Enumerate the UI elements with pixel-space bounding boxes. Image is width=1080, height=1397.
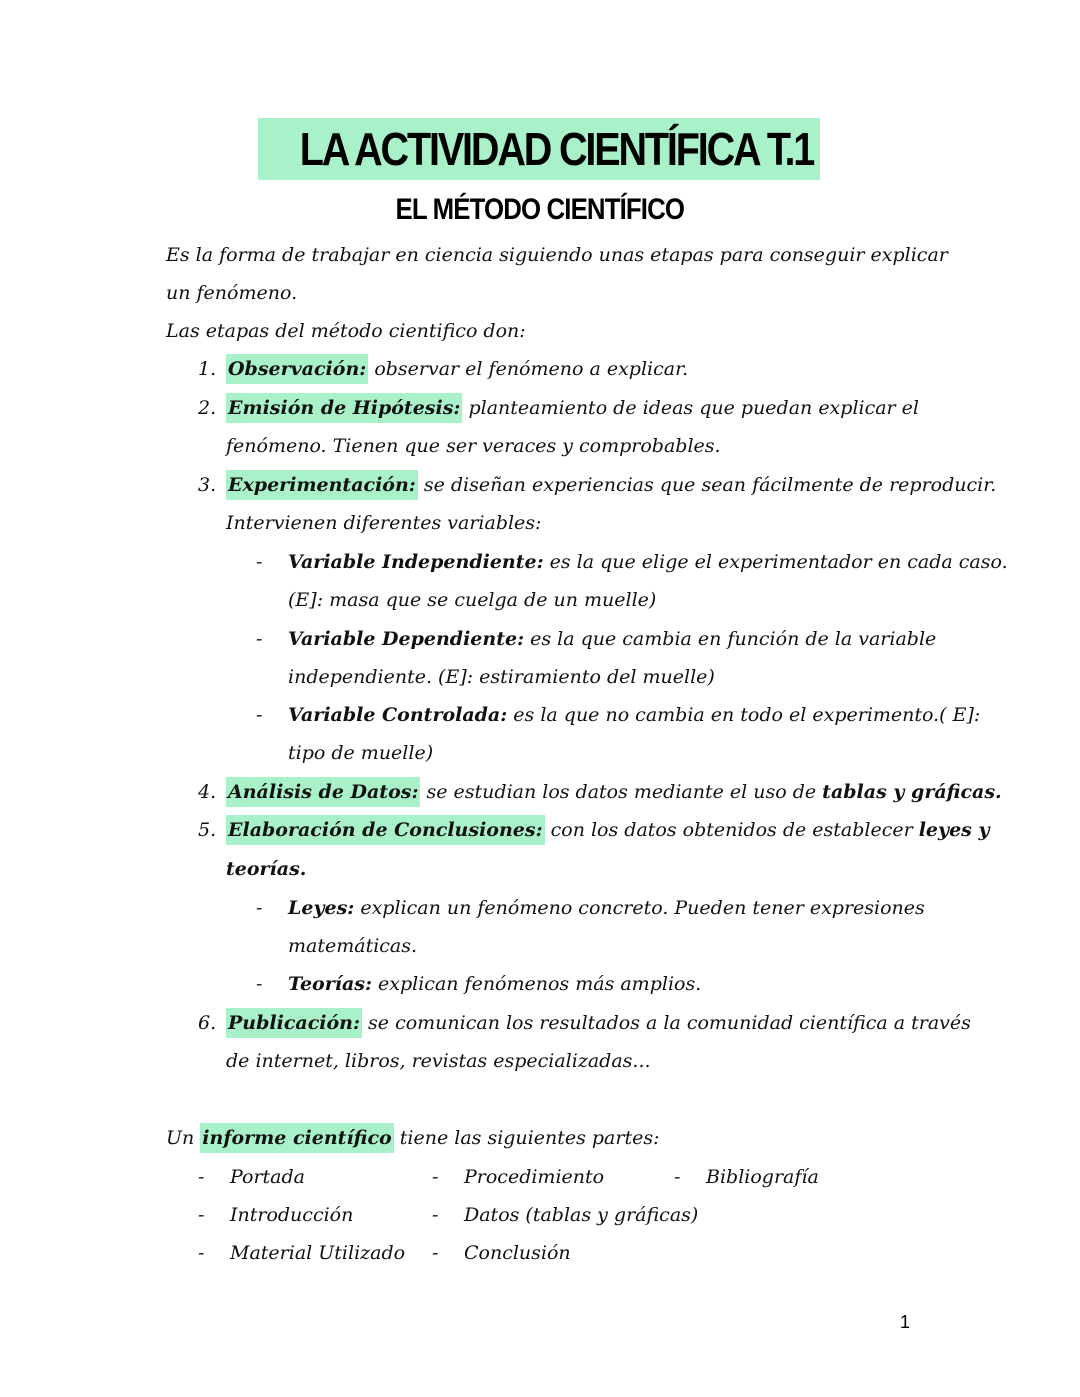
step-6-continuation: de internet, libros, revistas especializadas... [226, 1050, 651, 1072]
step-text: con los datos obtenidos de establecer [544, 819, 919, 841]
subitem-term: Variable Independiente: [288, 551, 544, 573]
subitem-term: Leyes: [288, 897, 355, 919]
page-number: 1 [900, 1312, 911, 1332]
bullet-dash: - [674, 1166, 681, 1188]
report-part-label: Material Utilizado [230, 1242, 406, 1264]
step-emphasis: leyes y [918, 819, 990, 841]
report-part [674, 1162, 819, 1192]
bullet-dash: - [432, 1242, 439, 1264]
step-5-continuation: teorías. [226, 858, 307, 880]
step-emphasis: tablas y gráficas. [822, 781, 1002, 803]
step-5 [198, 815, 990, 845]
bullet-dash: - [256, 973, 263, 995]
report-intro [166, 1123, 660, 1153]
stages-intro: Las etapas del método cientifico don: [166, 320, 526, 342]
subitem-term: Teorías: [288, 973, 372, 995]
subitem-term: Variable Controlada: [288, 704, 508, 726]
subitem-text: explican un fenómeno concreto. Pueden tener expresiones [354, 897, 925, 919]
step-text: se estudian los datos mediante el uso de [420, 781, 823, 803]
step-term-highlight: Observación: [226, 354, 368, 384]
report-part-label: Introducción [230, 1204, 354, 1226]
subitem-laws-continuation: matemáticas. [288, 935, 418, 957]
step-2-continuation: fenómeno. Tienen que ser veraces y comprobables. [226, 435, 721, 457]
bullet-dash: - [432, 1204, 439, 1226]
step-number: 6. [198, 1012, 217, 1034]
bullet-dash: - [198, 1204, 205, 1226]
bullet-dash: - [256, 704, 263, 726]
step-term-highlight: Experimentación: [226, 470, 418, 500]
step-number: 1. [198, 358, 217, 380]
subitem-text: es la que elige el experimentador en cada caso. [543, 551, 1008, 573]
step-text: se diseñan experiencias que sean fácilmente de reproducir. [417, 474, 997, 496]
step-4 [198, 777, 1002, 807]
report-part [198, 1200, 353, 1230]
step-text: observar el fenómeno a explicar. [368, 358, 689, 380]
subitem-controlled-example: tipo de muelle) [288, 742, 434, 764]
subitem-laws [256, 893, 925, 923]
report-part-label: Bibliografía [706, 1166, 819, 1188]
step-3-continuation: Intervienen diferentes variables: [226, 512, 542, 534]
subitem-independent-example: (E]: masa que se cuelga de un muelle) [288, 589, 657, 611]
report-part [198, 1162, 305, 1192]
subitem-theories [256, 969, 701, 999]
bullet-dash: - [198, 1242, 205, 1264]
report-part [432, 1238, 571, 1268]
bullet-dash: - [198, 1166, 205, 1188]
report-part-label: Conclusión [464, 1242, 571, 1264]
step-term-highlight: Análisis de Datos: [226, 777, 420, 807]
bullet-dash: - [432, 1166, 439, 1188]
report-part-label: Procedimiento [464, 1166, 605, 1188]
subitem-dependent-variable [256, 624, 936, 654]
page-title: LA ACTIVIDAD CIENTÍFICA T.1 [258, 118, 820, 180]
step-6 [198, 1008, 971, 1038]
step-text: se comunican los resultados a la comunidad científica a través [362, 1012, 971, 1034]
report-part [432, 1162, 604, 1192]
report-suffix: tiene las siguientes partes: [393, 1127, 660, 1149]
report-part-label: Datos (tablas y gráficas) [464, 1204, 699, 1226]
bullet-dash: - [256, 628, 263, 650]
report-term-highlight: informe científico [200, 1123, 393, 1153]
step-term-highlight: Emisión de Hipótesis: [226, 393, 462, 423]
intro-paragraph-line-1: Es la forma de trabajar en ciencia siguiendo unas etapas para conseguir explicar [166, 244, 948, 266]
step-3 [198, 470, 996, 500]
step-number: 4. [198, 781, 217, 803]
step-text: planteamiento de ideas que puedan explicar el [462, 397, 920, 419]
step-number: 3. [198, 474, 217, 496]
subitem-term: Variable Dependiente: [288, 628, 525, 650]
subitem-controlled-variable [256, 700, 980, 730]
step-2 [198, 393, 919, 423]
report-prefix: Un [166, 1127, 201, 1149]
intro-paragraph-line-2: un fenómeno. [166, 282, 298, 304]
report-part-label: Portada [230, 1166, 305, 1188]
step-number: 5. [198, 819, 217, 841]
subitem-text: explican fenómenos más amplios. [371, 973, 702, 995]
subitem-text: es la que no cambia en todo el experimento.( E]: [507, 704, 981, 726]
report-part [198, 1238, 405, 1268]
step-1 [198, 354, 688, 384]
step-term-highlight: Publicación: [226, 1008, 362, 1038]
subitem-independent-variable [256, 547, 1008, 577]
section-heading: EL MÉTODO CIENTÍFICO [395, 193, 685, 226]
subitem-text: es la que cambia en función de la variable [524, 628, 937, 650]
subitem-dependent-example: independiente. (E]: estiramiento del muelle) [288, 666, 715, 688]
step-number: 2. [198, 397, 217, 419]
bullet-dash: - [256, 897, 263, 919]
bullet-dash: - [256, 551, 263, 573]
step-term-highlight: Elaboración de Conclusiones: [226, 815, 545, 845]
report-part [432, 1200, 698, 1230]
